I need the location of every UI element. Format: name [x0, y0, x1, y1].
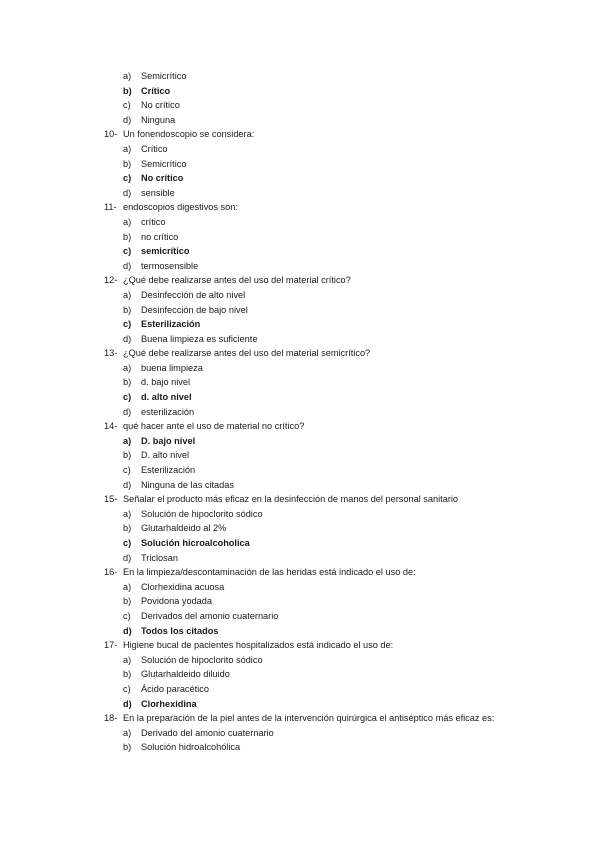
option-text: d. alto nivel — [141, 392, 192, 403]
answer-option — [0, 521, 599, 536]
option-letter: b) — [123, 158, 132, 169]
option-letter: a) — [123, 581, 132, 592]
answer-option-correct — [0, 697, 599, 712]
question-text: ¿Qué debe realizarse antes del uso del material semicrítico? — [123, 348, 371, 359]
option-letter: d) — [123, 625, 132, 636]
answer-option — [0, 259, 599, 274]
option-text: Povidona yodada — [141, 596, 213, 607]
option-letter: a) — [123, 289, 132, 300]
question-number: 16- — [104, 567, 118, 578]
answer-option — [0, 98, 599, 113]
answer-option — [0, 740, 599, 755]
option-text: Derivado del amonio cuaternario — [141, 727, 274, 738]
option-text: Ninguna — [141, 114, 176, 125]
option-text: Triclosan — [141, 552, 178, 563]
option-letter: d) — [123, 260, 132, 271]
option-letter: c) — [123, 392, 132, 403]
question-text: endoscopios digestivos son: — [123, 202, 238, 213]
question-text: Un fonendoscopio se considera: — [123, 129, 255, 140]
question-item — [0, 492, 599, 507]
option-text: Clorhexidina — [141, 698, 197, 709]
option-text: Solución de hipoclorito sódico — [141, 508, 263, 519]
option-text: termosensible — [141, 260, 199, 271]
question-item — [0, 419, 599, 434]
answer-option-correct — [0, 84, 599, 99]
option-letter: a) — [123, 654, 132, 665]
question-item — [0, 638, 599, 653]
option-text: Glutarhaldeido diluido — [141, 669, 230, 680]
option-text: Ninguna de las citadas — [141, 479, 234, 490]
question-text: En la preparación de la piel antes de la intervención quirúrgica el antiséptico más eficaz es: — [123, 713, 495, 724]
option-text: Desinfección de alto nivel — [141, 289, 246, 300]
answer-option — [0, 463, 599, 478]
question-text: En la limpieza/descontaminación de las heridas está indicado el uso de: — [123, 567, 416, 578]
option-letter: a) — [123, 362, 132, 373]
answer-option — [0, 230, 599, 245]
option-text: no crítico — [141, 231, 179, 242]
option-text: Todos los citados — [141, 625, 219, 636]
option-text: Semicrítico — [141, 71, 187, 81]
option-letter: a) — [123, 143, 132, 154]
answer-option — [0, 215, 599, 230]
answer-option — [0, 726, 599, 741]
option-text: No crítico — [141, 173, 184, 184]
answer-option-correct — [0, 171, 599, 186]
option-letter: a) — [123, 71, 132, 81]
answer-option — [0, 332, 599, 347]
answer-option-correct — [0, 434, 599, 449]
answer-option — [0, 157, 599, 172]
option-text: Semicrítico — [141, 158, 187, 169]
answer-option — [0, 478, 599, 493]
answer-option — [0, 69, 599, 84]
answer-option — [0, 288, 599, 303]
answer-option — [0, 405, 599, 420]
question-number: 12- — [104, 275, 118, 286]
answer-option — [0, 580, 599, 595]
option-text: Derivados del amonio cuaternario — [141, 610, 279, 621]
option-letter: d) — [123, 187, 132, 198]
answer-option — [0, 594, 599, 609]
option-text: esterilización — [141, 406, 195, 417]
answer-option-correct — [0, 390, 599, 405]
option-text: D. alto nivel — [141, 450, 190, 461]
option-letter: b) — [123, 304, 132, 315]
option-letter: b) — [123, 742, 132, 753]
option-text: Crítico — [141, 143, 168, 154]
option-text: crítico — [141, 216, 166, 227]
answer-option — [0, 609, 599, 624]
option-letter: d) — [123, 552, 132, 563]
question-number: 15- — [104, 494, 118, 505]
answer-option — [0, 375, 599, 390]
question-number: 10- — [104, 129, 118, 140]
question-text: ¿Qué debe realizarse antes del uso del material crítico? — [123, 275, 351, 286]
option-letter: c) — [123, 465, 131, 476]
document-page — [0, 69, 599, 755]
option-text: D. bajo nivel — [141, 435, 196, 446]
option-letter: c) — [123, 173, 132, 184]
question-item — [0, 127, 599, 142]
question-text: Higiene bucal de pacientes hospitalizados está indicado el uso de: — [123, 640, 394, 651]
answer-option-correct — [0, 317, 599, 332]
question-text: Señalar el producto más eficaz en la desinfección de manos del personal sanitario — [123, 494, 459, 505]
answer-option — [0, 142, 599, 157]
answer-option-correct — [0, 624, 599, 639]
answer-option — [0, 303, 599, 318]
answer-option-correct — [0, 244, 599, 259]
option-text: Solución hidroalcohólica — [141, 742, 241, 753]
option-letter: a) — [123, 727, 132, 738]
answer-option — [0, 186, 599, 201]
option-letter: b) — [123, 377, 132, 388]
option-letter: b) — [123, 523, 132, 534]
option-text: Ácido paracético — [141, 683, 209, 694]
option-letter: b) — [123, 450, 132, 461]
option-text: Desinfección de bajo nivel — [141, 304, 248, 315]
option-letter: b) — [123, 85, 132, 96]
option-text: sensible — [141, 187, 175, 198]
answer-option — [0, 361, 599, 376]
option-text: Crítico — [141, 85, 171, 96]
question-item — [0, 565, 599, 580]
option-letter: b) — [123, 596, 132, 607]
option-text: Glutarhaldeido al 2% — [141, 523, 227, 534]
answer-option — [0, 682, 599, 697]
option-letter: d) — [123, 479, 132, 490]
option-text: Esterilización — [141, 465, 196, 476]
option-letter: a) — [123, 216, 132, 227]
question-number: 18- — [104, 713, 118, 724]
answer-option — [0, 551, 599, 566]
option-letter: b) — [123, 231, 132, 242]
option-letter: c) — [123, 538, 132, 548]
option-letter: c) — [123, 683, 131, 694]
option-letter: c) — [123, 100, 131, 111]
answer-option-correct — [0, 536, 599, 551]
option-text: semicrítico — [141, 246, 190, 257]
answer-option — [0, 113, 599, 128]
question-item — [0, 711, 599, 726]
option-text: Buena limpieza es suficiente — [141, 333, 258, 344]
question-text: qué hacer ante el uso de material no crítico? — [123, 421, 305, 432]
answer-option — [0, 667, 599, 682]
option-text: No crítico — [141, 100, 180, 111]
option-text: Solución de hipoclorito sódico — [141, 654, 263, 665]
option-letter: c) — [123, 610, 131, 621]
answer-option — [0, 653, 599, 668]
option-letter: c) — [123, 319, 132, 330]
option-letter: d) — [123, 406, 132, 417]
option-text: Clorhexidina acuosa — [141, 581, 225, 592]
option-text: d. bajo nivel — [141, 377, 191, 388]
question-item — [0, 273, 599, 288]
question-number: 14- — [104, 421, 118, 432]
question-item — [0, 200, 599, 215]
answer-option — [0, 507, 599, 522]
option-text: buena limpieza — [141, 362, 203, 373]
option-letter: a) — [123, 435, 132, 446]
option-letter: b) — [123, 669, 132, 680]
option-text: Solución hicroalcoholica — [141, 538, 250, 548]
option-letter: d) — [123, 114, 132, 125]
question-number: 17- — [104, 640, 118, 651]
answer-option — [0, 448, 599, 463]
question-item — [0, 346, 599, 361]
option-letter: a) — [123, 508, 132, 519]
question-number: 11- — [104, 202, 117, 213]
option-letter: d) — [123, 698, 132, 709]
question-number: 13- — [104, 348, 118, 359]
option-text: Esterilización — [141, 319, 201, 330]
option-letter: d) — [123, 333, 132, 344]
option-letter: c) — [123, 246, 132, 257]
